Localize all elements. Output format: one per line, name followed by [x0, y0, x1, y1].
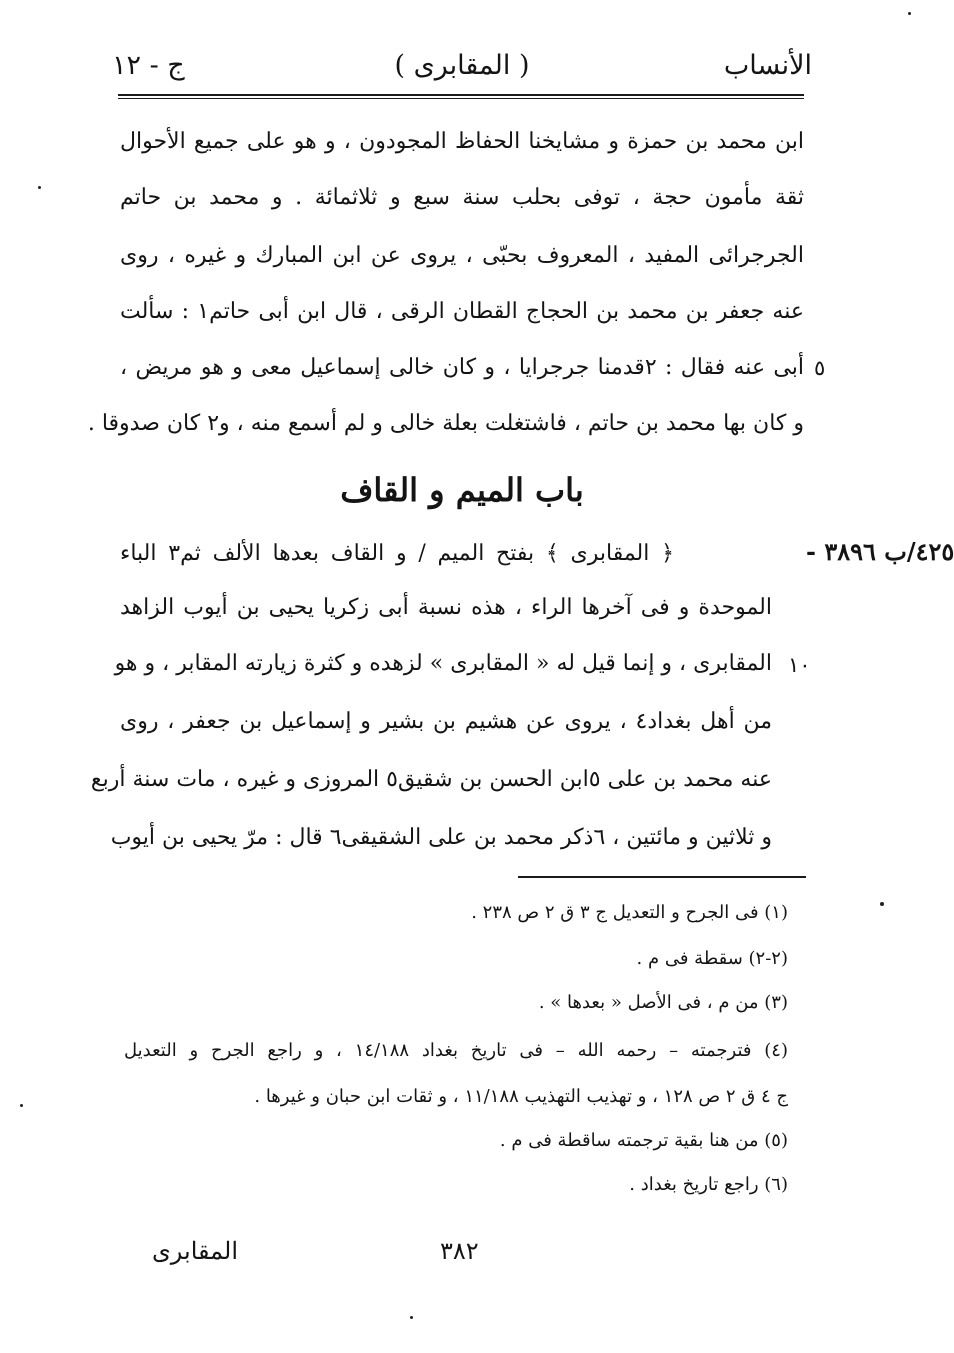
footnote: (١) فى الجرح و التعديل ج ٣ ق ٢ ص ٢٣٨ .	[471, 902, 788, 923]
line-number-10: ١٠	[788, 653, 811, 677]
body-line: أبى عنه فقال : ٢قدمنا جرجرايا ، و كان خالى إسماعيل معى و هو مريض ،	[120, 355, 805, 380]
scan-speck	[880, 902, 884, 906]
footnote: (٦) راجع تاريخ بغداد .	[629, 1174, 788, 1195]
scan-speck	[20, 1104, 23, 1107]
scan-speck	[908, 12, 911, 15]
footnote: (٥) من هنا بقية ترجمته ساقطة فى م .	[499, 1130, 788, 1151]
body-line: و كان بها محمد بن حاتم ، فاشتغلت بعلة خالى و لم أسمع منه ، و٢ كان صدوقا .	[87, 411, 804, 436]
footnote: ج ٤ ق ٢ ص ١٢٨ ، و تهذيب التهذيب ١١/١٨٨ ، و ثقات ابن حبان و غيرها .	[254, 1086, 788, 1107]
body-line: عنه جعفر بن محمد بن الحجاج القطان الرقى ، قال ابن أبى حاتم١ : سألت	[120, 299, 804, 324]
entry-line: عنه محمد بن على ٥ابن الحسن بن شقيق٥ المروزى و غيره ، مات سنة أربع	[90, 767, 772, 792]
entry-line: المقابرى ، و إنما قيل له « المقابرى » لزهده و كثرة زيارته المقابر ، و هو	[114, 651, 772, 676]
footnote-separator	[518, 876, 806, 878]
running-head-book-title: الأنساب	[723, 50, 812, 81]
chapter-heading: باب الميم و القاف	[340, 471, 584, 509]
page-number: ٣٨٢	[440, 1237, 479, 1265]
entry-line: و ثلاثين و مائتين ، ٦ذكر محمد بن على الشقيقى٦ قال : مرّ يحيى بن أيوب	[110, 825, 772, 850]
catchword: المقابرى	[152, 1237, 239, 1265]
entry-line: من أهل بغداد٤ ، يروى عن هشيم بن بشير و إسماعيل بن جعفر ، روى	[120, 709, 773, 734]
body-line: ابن محمد بن حمزة و مشايخنا الحفاظ المجودون ، و هو على جميع الأحوال	[120, 129, 804, 154]
line-number-5: ٥	[814, 356, 826, 380]
running-head-volume: ج - ١٢	[112, 50, 185, 81]
scan-speck	[38, 186, 41, 189]
header-rule	[118, 94, 804, 96]
running-head-section: ( المقابرى )	[394, 50, 530, 81]
entry-line: ﴿ المقابرى ﴾ بفتح الميم / و القاف بعدها الألف ثم٣ الباء	[120, 541, 674, 566]
body-line: الجرجرائى المفيد ، المعروف بحبّى ، يروى عن ابن المبارك و غيره ، روى	[120, 243, 804, 268]
footnote: (٣) من م ، فى الأصل « بعدها » .	[538, 992, 788, 1013]
entry-number: ٤٢٥/ب ٣٨٩٦ -	[806, 537, 954, 566]
body-line: ثقة مأمون حجة ، توفى بحلب سنة سبع و ثلاثمائة . و محمد بن حاتم	[120, 185, 804, 210]
footnote: (٢-٢) سقطة فى م .	[636, 948, 788, 969]
entry-line: الموحدة و فى آخرها الراء ، هذه نسبة أبى زكريا يحيى بن أيوب الزاهد	[120, 595, 772, 620]
header-rule-thin	[118, 98, 804, 99]
scan-speck	[410, 1316, 413, 1319]
footnote: (٤) فترجمته – رحمه الله – فى تاريخ بغداد ١٤/١٨٨ ، و راجع الجرح و التعديل	[124, 1040, 788, 1061]
